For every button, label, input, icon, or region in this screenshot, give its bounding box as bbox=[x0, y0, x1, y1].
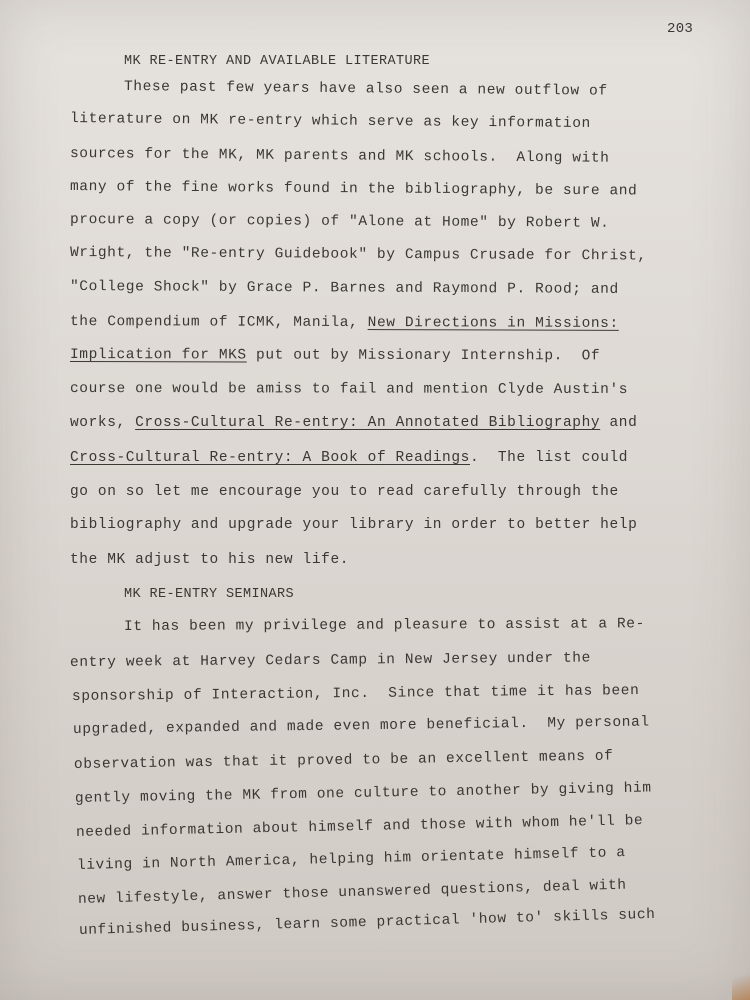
text-line: unfinished business, learn some practical 'how to' skills such bbox=[78, 906, 656, 939]
text-line: Wright, the "Re-entry Guidebook" by Campus Crusade for Christ, bbox=[69, 245, 647, 265]
text-segment: works, bbox=[70, 415, 136, 431]
text-line: sources for the MK, MK parents and MK schools. Along with bbox=[69, 146, 610, 167]
text-line bbox=[70, 314, 619, 332]
text-line: bibliography and upgrade your library in order to better help bbox=[70, 517, 638, 533]
underlined-title: New Directions in Missions: bbox=[367, 315, 619, 332]
text-line: procure a copy (or copies) of "Alone at Home" by Robert W. bbox=[69, 212, 610, 232]
text-segment: the Compendium of ICMK, Manila, bbox=[69, 314, 368, 332]
page-corner-shadow bbox=[732, 960, 750, 1000]
text-line: These past few years have also seen a new outflow of bbox=[123, 79, 608, 100]
text-line: living in North America, helping him orientate himself to a bbox=[76, 845, 626, 874]
section-heading-literature: MK RE-ENTRY AND AVAILABLE LITERATURE bbox=[124, 54, 431, 69]
text-line: literature on MK re-entry which serve as key information bbox=[69, 111, 591, 132]
text-line: course one would be amiss to fail and mention Clyde Austin's bbox=[69, 381, 629, 398]
text-line bbox=[70, 347, 600, 364]
text-line: observation was that it proved to be an excellent means of bbox=[73, 748, 614, 773]
text-line bbox=[70, 450, 628, 466]
text-line: It has been my privilege and pleasure to assist at a Re- bbox=[123, 616, 645, 635]
text-line: upgraded, expanded and made even more beneficial. My personal bbox=[72, 714, 650, 738]
text-line: go on so let me encourage you to read carefully through the bbox=[70, 484, 619, 500]
text-line: "College Shock" by Grace P. Barnes and Raymond P. Rood; and bbox=[69, 279, 619, 298]
underlined-title: Implication for MKS bbox=[69, 347, 247, 364]
text-segment: . The list could bbox=[469, 450, 629, 466]
text-line: needed information about himself and those with whom he'll be bbox=[75, 813, 644, 841]
text-line: many of the fine works found in the bibliography, be sure and bbox=[69, 179, 638, 200]
text-line bbox=[70, 415, 637, 431]
page-number: 203 bbox=[667, 21, 694, 37]
text-line: the MK adjust to his new life. bbox=[70, 552, 350, 568]
text-segment: and bbox=[600, 415, 638, 431]
text-line: gently moving the MK from one culture to another by giving him bbox=[74, 780, 652, 807]
text-segment: put out by Missionary Internship. Of bbox=[246, 347, 601, 365]
text-line: entry week at Harvey Cedars Camp in New Jersey under the bbox=[69, 650, 591, 671]
section-heading-seminars: MK RE-ENTRY SEMINARS bbox=[124, 587, 295, 602]
text-line: new lifestyle, answer those unanswered questions, deal with bbox=[77, 877, 627, 908]
underlined-title: Cross-Cultural Re-entry: An Annotated Bibliography bbox=[135, 415, 601, 431]
text-line: sponsorship of Interaction, Inc. Since that time it has been bbox=[71, 683, 640, 705]
underlined-title: Cross-Cultural Re-entry: A Book of Readings bbox=[70, 450, 470, 466]
